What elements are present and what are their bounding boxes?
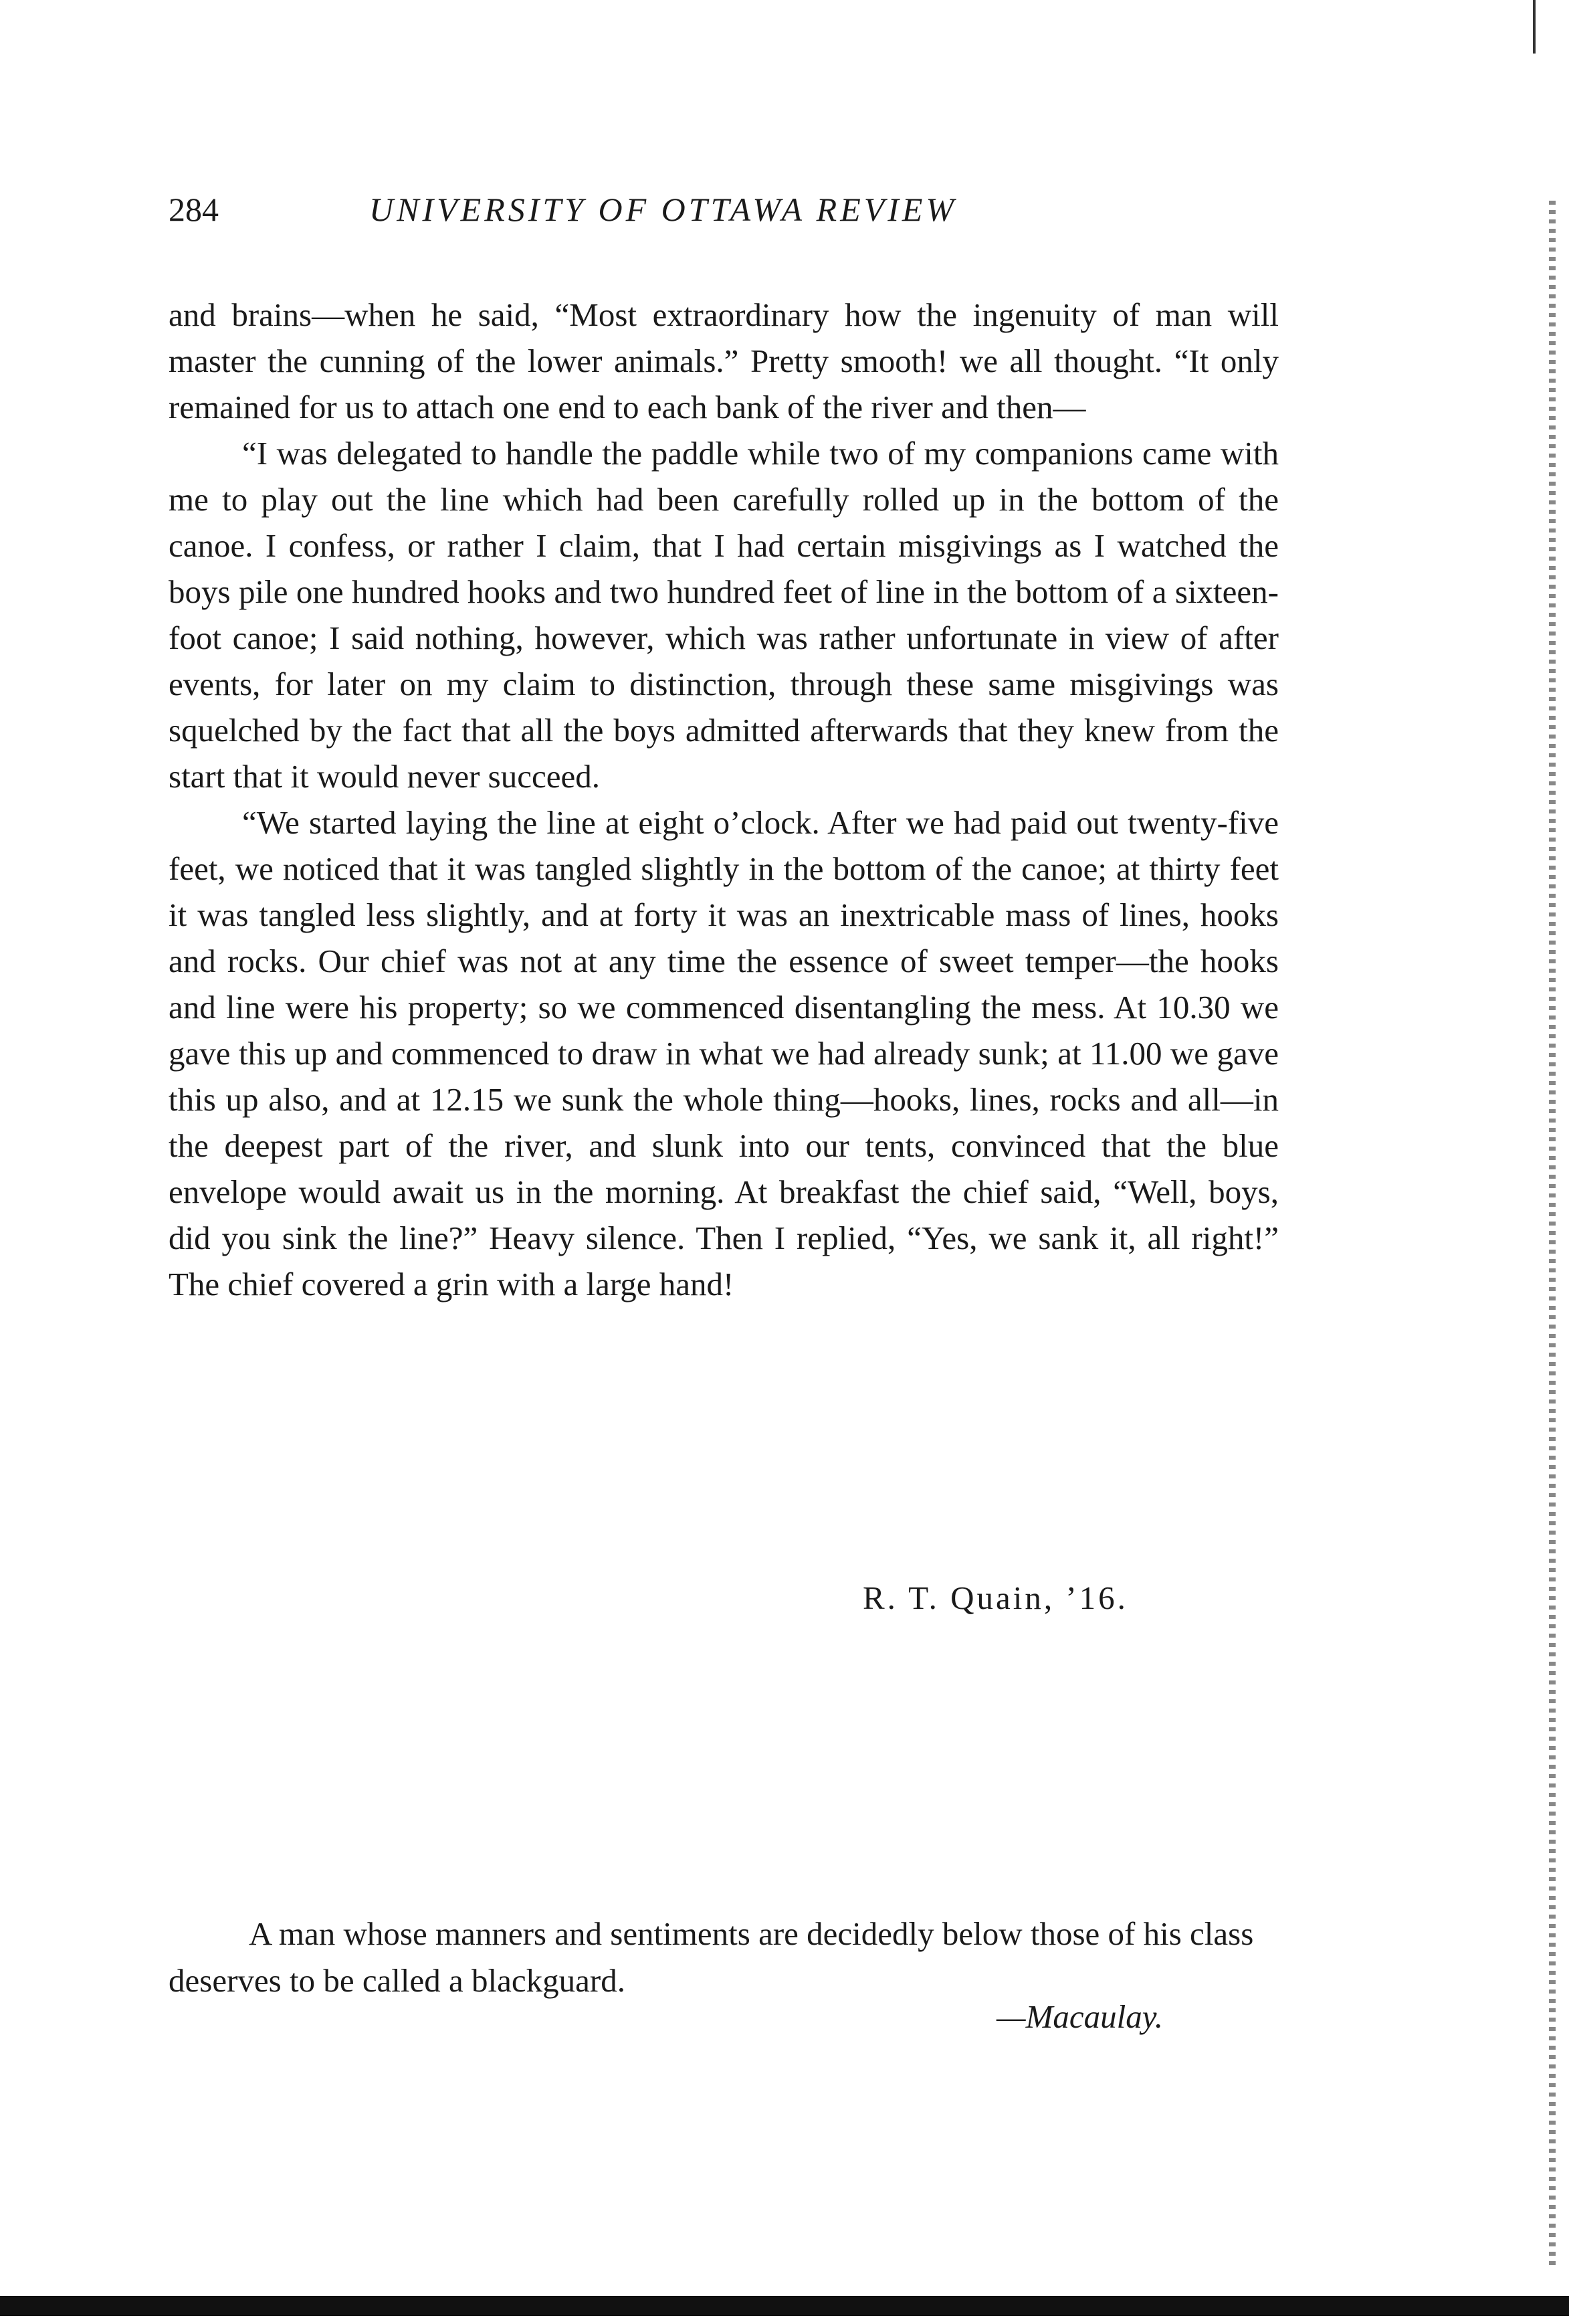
page-number: 284 bbox=[169, 191, 219, 228]
scan-mark bbox=[1533, 0, 1536, 54]
page-header bbox=[169, 179, 1292, 239]
article-body bbox=[169, 292, 1279, 1307]
page-edge bbox=[1549, 201, 1556, 2268]
quote-attribution: —Macaulay. bbox=[997, 1998, 1164, 2035]
paragraph: “We started laying the line at eight o’clock. After we had paid out twenty-five feet, we noticed that it was tangled slightly in the bottom of the canoe; at thirty feet it was tangled less slightly, and at forty it was an inextricable mass of lines, hooks and rocks. Our chief was not at any time the essence of sweet temper—the hooks and line were his property; so we commenced disentangling the mess. At 10.30 we gave this up and commenced to draw in what we had already sunk; at 11.00 we gave this up also, and at 12.15 we sunk the whole thing—hooks, lines, rocks and all—in the deepest part of the river, and slunk into our tents, convinced that the blue envelope would await us in the morning. At breakfast the chief said, “Well, boys, did you sink the line?” Heavy silence. Then I replied, “Yes, we sank it, all right!” The chief covered a grin with a large hand! bbox=[169, 804, 1279, 1302]
paragraph: “I was delegated to handle the paddle while two of my companions came with me to play out the line which had been carefully rolled up in the bottom of the canoe. I confess, or rather I claim, that I had certain misgivings as I watched the boys pile one hundred hooks and two hundred feet of line in the bottom of a sixteen-foot canoe; I said nothing, however, which was rather unfortunate in view of after events, for later on my claim to distinction, through these same misgivings was squelched by the fact that all the boys admitted afterwards that they knew from the start that it would never succeed. bbox=[169, 435, 1279, 795]
paragraph: and brains—when he said, “Most extraordinary how the ingenuity of man will master the cunning of the lower animals.” Pretty smooth! we all thought. “It only remained for us to attach one end to each bank of the river and then— bbox=[169, 296, 1279, 425]
bottom-border bbox=[0, 2296, 1569, 2316]
closing-quote bbox=[169, 1911, 1279, 2004]
author-signature: R. T. Quain, ’16. bbox=[863, 1579, 1128, 1616]
quote-text: A man whose manners and sentiments are decidedly below those of his class deserves to be called a blackguard. bbox=[169, 1915, 1254, 1999]
running-title: UNIVERSITY OF OTTAWA REVIEW bbox=[369, 191, 958, 228]
